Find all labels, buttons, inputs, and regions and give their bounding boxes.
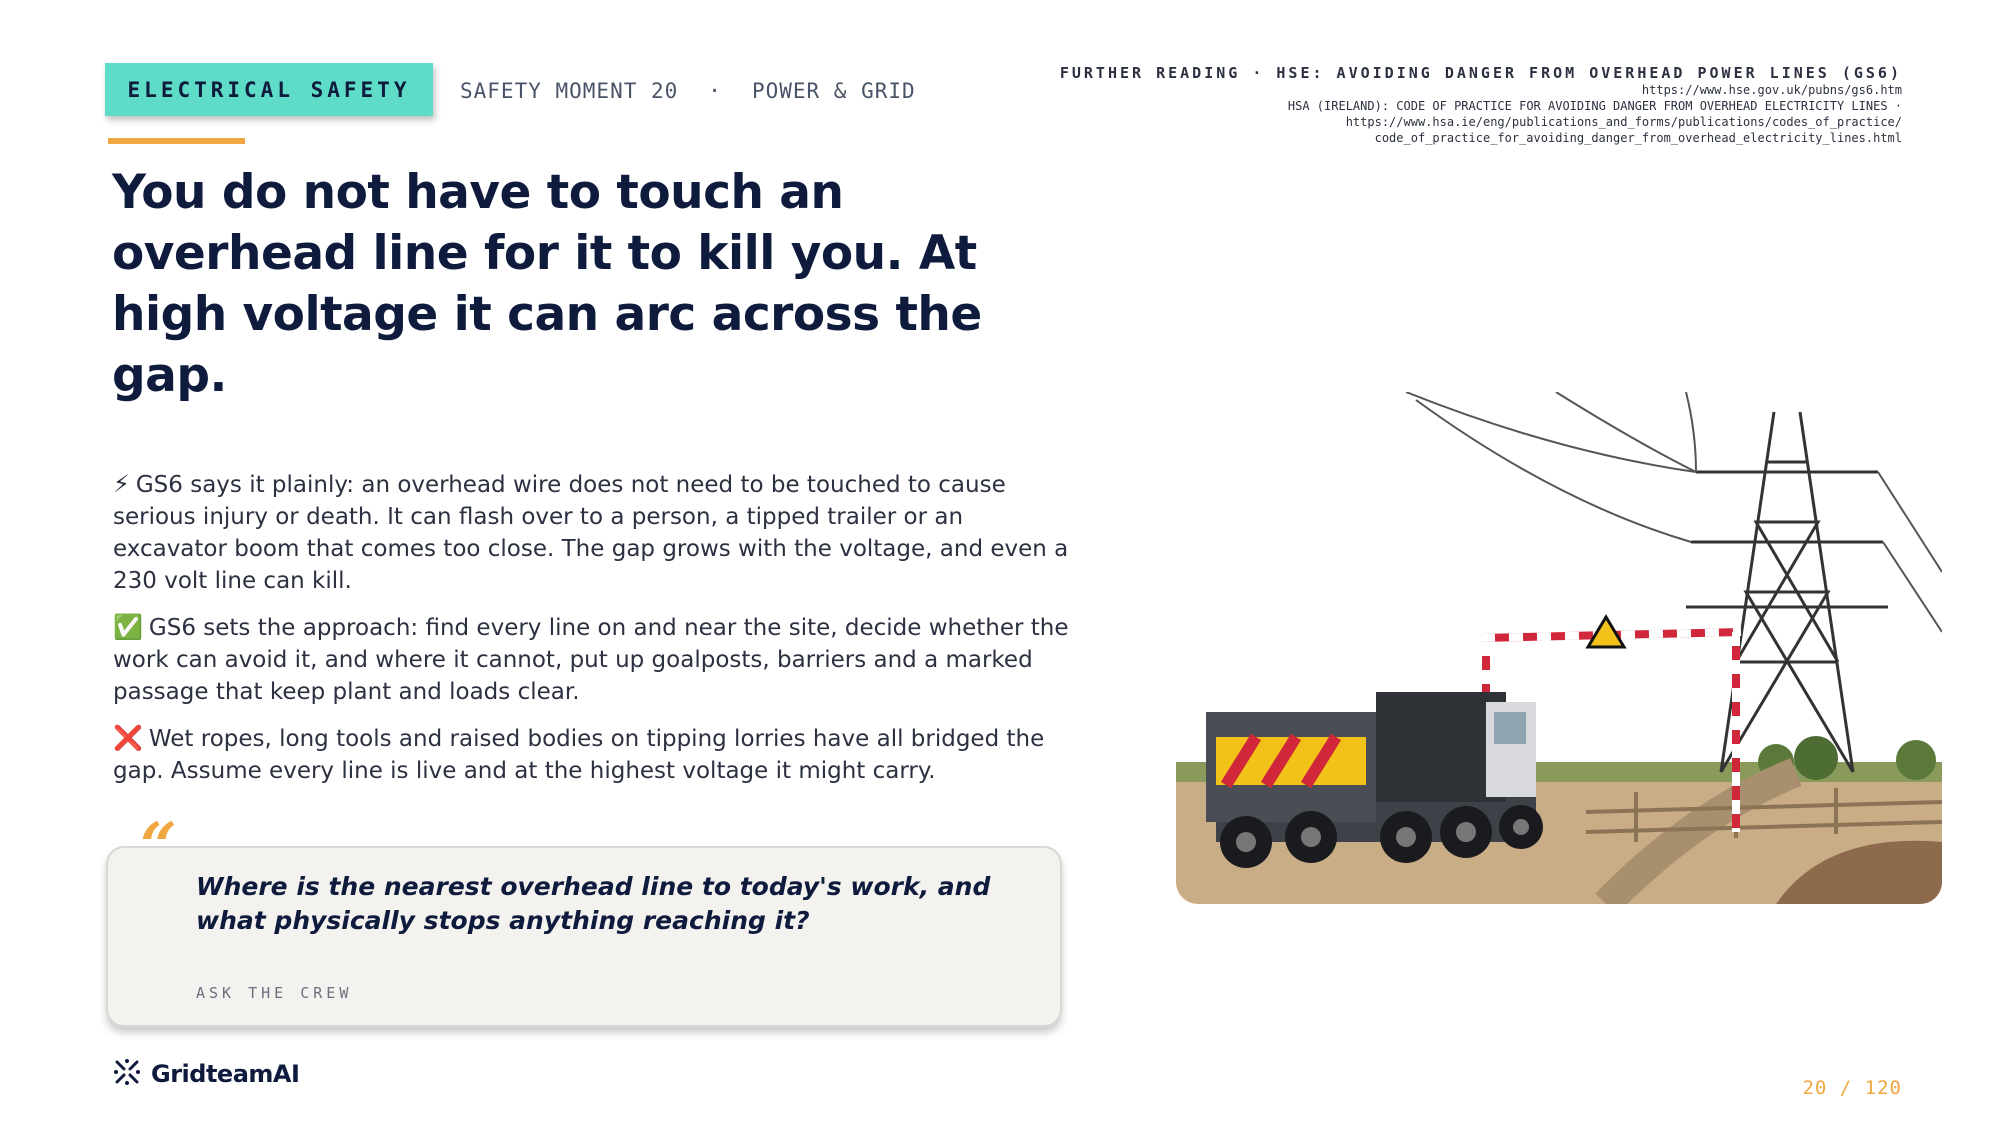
further-reading-heading: FURTHER READING · HSE: AVOIDING DANGER FROM OVERHEAD POWER LINES (GS6) bbox=[1059, 64, 1902, 82]
point-text: GS6 sets the approach: find every line on and near the site, decide whether the work can avoid it, and where it cannot, put up goalposts, barriers and a marked passage that keep plant and loads clear. bbox=[113, 615, 1069, 705]
points-list bbox=[113, 468, 1073, 801]
photo-illustration bbox=[1176, 392, 1942, 904]
quote-mark-icon: “ bbox=[140, 809, 177, 884]
point-text: GS6 says it plainly: an overhead wire does not need to be touched to cause serious injury or death. It can flash over to a person, a tipped trailer or an excavator boom that comes too close. The gap grows with the voltage, and even a 230 volt line can kill. bbox=[113, 472, 1069, 594]
category-label: POWER & GRID bbox=[751, 79, 916, 103]
reading-title-hsa: HSA (IRELAND): CODE OF PRACTICE FOR AVOIDING DANGER FROM OVERHEAD ELECTRICITY LINES · bbox=[1287, 99, 1902, 113]
meta-separator: · bbox=[708, 79, 722, 103]
question-callout bbox=[106, 846, 1062, 1027]
page-number: 20 / 120 bbox=[1802, 1077, 1902, 1099]
sparkle-logo-icon bbox=[113, 1058, 141, 1090]
question-text: Where is the nearest overhead line to today's work, and what physically stops anything reaching it? bbox=[196, 872, 991, 935]
brand-name: GridteamAI bbox=[151, 1060, 300, 1088]
reading-link-hse[interactable]: https://www.hse.gov.uk/pubns/gs6.htm bbox=[1641, 83, 1902, 97]
moment-label: SAFETY MOMENT 20 bbox=[460, 79, 679, 103]
check-icon: ✅ bbox=[113, 613, 143, 641]
question-caption: ASK THE CREW bbox=[196, 984, 353, 1002]
brand-logo bbox=[113, 1058, 299, 1090]
point-cross bbox=[113, 722, 1073, 787]
reading-link-hsa-cont[interactable]: code_of_practice_for_avoiding_danger_from_overhead_electricity_lines.html bbox=[1374, 131, 1902, 145]
point-lightning bbox=[113, 468, 1073, 597]
point-text: Wet ropes, long tools and raised bodies on tipping lorries have all bridged the gap. Assume every line is live and at the highest voltage it might carry. bbox=[113, 726, 1045, 784]
point-check bbox=[113, 611, 1073, 708]
lightning-icon: ⚡ bbox=[113, 470, 130, 498]
photo-overhead-lines-truck bbox=[1176, 392, 1942, 904]
meta-line bbox=[460, 77, 916, 105]
headline: You do not have to touch an overhead line for it to kill you. At high voltage it can arc across the gap. bbox=[112, 165, 982, 403]
reading-link-hsa[interactable]: https://www.hsa.ie/eng/publications_and_forms/publications/codes_of_practice/ bbox=[1345, 115, 1902, 129]
accent-rule bbox=[108, 138, 245, 144]
further-reading bbox=[1002, 64, 1902, 146]
category-tag: ELECTRICAL SAFETY bbox=[105, 63, 433, 116]
cross-icon: ❌ bbox=[113, 724, 143, 752]
